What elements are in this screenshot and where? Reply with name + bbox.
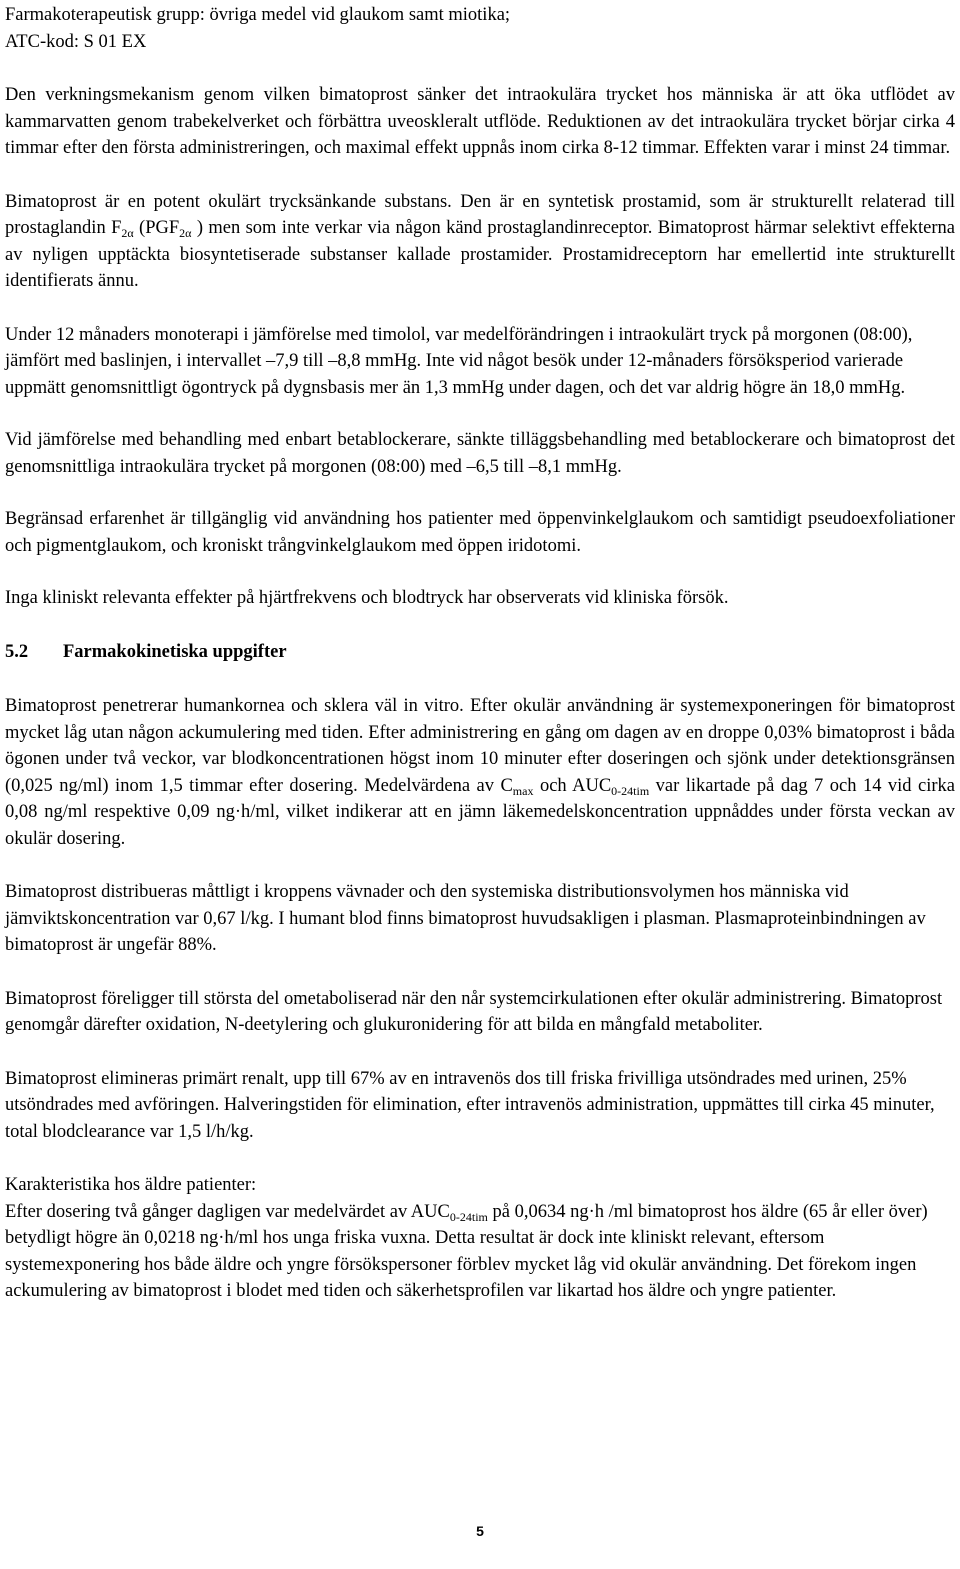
paragraph-text: var likartade på dag 7 och 14 vid cirka 0,08 ng/ml respektive 0,09 ng·h/ml, vilket indikerar att en jämn läkemedelskoncentration uppnåddes under första veckan av okulär dosering. bbox=[5, 775, 956, 849]
paragraph-limited-experience bbox=[5, 506, 955, 559]
elderly-patients-title: Karakteristika hos äldre patienter: bbox=[5, 1175, 257, 1195]
section-title: Farmakokinetiska uppgifter bbox=[63, 641, 287, 662]
paragraph-potency bbox=[5, 189, 955, 295]
paragraph-mechanism bbox=[5, 82, 955, 162]
paragraph-text: Under 12 månaders monoterapi i jämförelse med timolol, var medelförändringen i intraokulärt tryck på morgonen (08:00), jämfört med baslinjen, i intervallet –7,9 till –8,8 mmHg. Inte vid något besök under 12-månaders försöksperiod varierade uppmätt genomsnittligt ögontryck på dygnsbasis mer än 1,3 mmHg under dagen, och det var aldrig högre än 18,0 mmHg. bbox=[5, 324, 913, 398]
subscript-text: 0-24tim bbox=[611, 783, 650, 798]
pharmacotherapeutic-heading bbox=[5, 2, 955, 55]
paragraph-penetration bbox=[5, 693, 955, 852]
paragraph-text: Bimatoprost föreligger till största del ometaboliserad när den når systemcirkulationen efter okulär administrering. Bimatoprost genomgår därefter oxidation, N-deetylering och glukuronidering för att bilda en mångfald metaboliter. bbox=[5, 988, 943, 1035]
paragraph-text: Den verkningsmekanism genom vilken bimatoprost sänker det intraokulära trycket hos människa är att öka utflödet av kammarvatten genom trabekelverket och förbättra uveoskleralt utflöde. Reduktionen av det intraokulära trycket börjar cirka 4 timmar efter den första administreringen, och maximal effekt uppnås inom cirka 8-12 timmar. Effekten varar i minst 24 timmar. bbox=[5, 85, 955, 158]
paragraph-text: (PGF bbox=[133, 218, 180, 238]
section-heading bbox=[5, 639, 955, 666]
paragraph-cardiac-effects bbox=[5, 585, 955, 612]
paragraph-text: Bimatoprost är en potent okulärt trycksänkande substans. Den är en syntetisk prostamid, som är strukturellt relaterad till prostaglandin F bbox=[5, 191, 955, 238]
subscript-text: 2α bbox=[179, 226, 192, 240]
paragraph-text: Inga kliniskt relevanta effekter på hjärtfrekvens och blodtryck har observerats vid kliniska försök. bbox=[5, 588, 729, 608]
document-page bbox=[5, 0, 955, 1305]
paragraph-text: Begränsad erfarenhet är tillgänglig vid användning hos patienter med öppenvinkelglaukom och samtidigt pseudoexfoliationer och pigmentglaukom, och kroniskt trångvinkelglaukom med öppen iridotomi. bbox=[5, 509, 955, 556]
paragraph-distribution bbox=[5, 879, 955, 959]
paragraph-metabolism bbox=[5, 986, 955, 1039]
paragraph-text: Efter dosering två gånger dagligen var medelvärdet av AUC bbox=[5, 1201, 450, 1222]
paragraph-text: Bimatoprost penetrerar humankornea och sklera väl in vitro. Efter okulär användning är systemexponeringen för bimatoprost mycket låg utan någon ackumulering med tiden. Efter administrering en gång om dagen av en droppe 0,03% bimatoprost i båda ögonen under två veckor, var blodkoncentrationen högst inom 10 minuter efter doseringen och sjönk under detektionsgränsen (0,025 ng/ml) inom 1,5 timmar efter dosering. Medelvärdena av C bbox=[5, 696, 955, 796]
subscript-text: 2α bbox=[121, 226, 134, 240]
subscript-text: max bbox=[512, 783, 534, 798]
subscript-text: 0-24tim bbox=[449, 1209, 488, 1224]
paragraph-betablocker bbox=[5, 427, 955, 480]
page-number: 5 bbox=[476, 1523, 484, 1539]
paragraph-text: ) men som inte verkar via någon känd prostaglandinreceptor. Bimatoprost härmar selektivt effekterna av nyligen upptäckta biosyntetiserade substanser kallade prostamider. Prostamidreceptorn har emellertid inte strukturellt identifierats ännu. bbox=[5, 218, 955, 291]
paragraph-elimination bbox=[5, 1066, 955, 1146]
paragraph-monotherapy bbox=[5, 322, 955, 402]
paragraph-text: och AUC bbox=[533, 775, 612, 796]
paragraph-elderly bbox=[5, 1199, 955, 1305]
paragraph-text: Bimatoprost distribueras måttligt i kroppens vävnader och den systemiska distributionsvolymen hos människa vid jämviktskoncentration var 0,67 l/kg. I humant blod finns bimatoprost huvudsakligen i plasman. Plasmaproteinbindningen av bimatoprost är ungefär 88%. bbox=[5, 882, 926, 955]
paragraph-text: Vid jämförelse med behandling med enbart betablockerare, sänkte tilläggsbehandling med betablockerare och bimatoprost det genomsnittliga intraokulära trycket på morgonen (08:00) med –6,5 till –8,1 mmHg. bbox=[5, 430, 955, 477]
atc-code: ATC-kod: S 01 EX bbox=[5, 31, 147, 52]
paragraph-text: på 0,0634 ng·h /ml bimatoprost hos äldre (65 år eller över) betydligt högre än 0,0218 ng·h/ml hos unga friska vuxna. Detta resultat är dock inte kliniskt relevant, eftersom systemexponering hos både äldre och yngre försökspersoner förblev mycket låg vid okulär användning. Det förekom ingen ackumulering av bimatoprost i blodet med tiden och säkerhetsprofilen var likartad hos äldre och yngre patienter. bbox=[5, 1201, 928, 1301]
elderly-patients-block bbox=[5, 1172, 955, 1305]
pharmacotherapeutic-group: Farmakoterapeutisk grupp: övriga medel vid glaukom samt miotika; bbox=[5, 5, 511, 25]
paragraph-text: Bimatoprost elimineras primärt renalt, upp till 67% av en intravenös dos till friska frivilliga utsöndrades med urinen, 25% utsöndrades med avföringen. Halveringstiden för elimination, efter intravenös administration, uppmättes till cirka 45 minuter, total blodclearance var 1,5 l/h/kg. bbox=[5, 1068, 935, 1142]
section-number: 5.2 bbox=[5, 641, 29, 662]
